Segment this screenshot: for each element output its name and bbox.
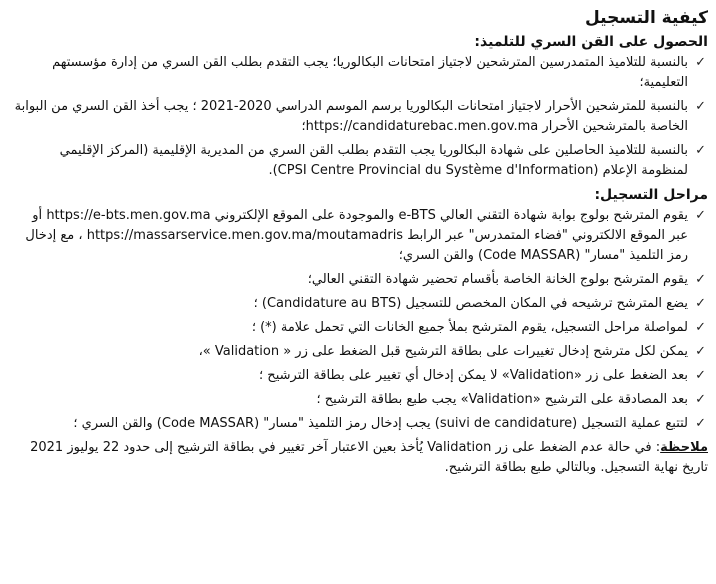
check-icon: ✓: [695, 320, 706, 335]
list-item: [10, 294, 708, 314]
list-item: [10, 97, 708, 137]
password-list: [10, 53, 708, 181]
list-item-text: بعد المصادقة على الترشيح «Validation» يجب طبع بطاقة الترشيح ؛: [316, 392, 688, 407]
list-item: [10, 342, 708, 362]
list-item: [10, 390, 708, 410]
check-icon: ✓: [695, 143, 706, 158]
check-icon: ✓: [695, 272, 706, 287]
check-icon: ✓: [695, 208, 706, 223]
list-item: [10, 141, 708, 181]
list-item-text: يضع المترشح ترشيحه في المكان المخصص للتسجيل (Candidature au BTS) ؛: [253, 296, 688, 311]
section-heading-steps: مراحل التسجيل:: [594, 187, 708, 203]
check-icon: ✓: [695, 368, 706, 383]
note-paragraph: [10, 438, 708, 478]
list-item-text: يقوم المترشح بولوج الخانة الخاصة بأقسام تحضير شهادة التقني العالي؛: [307, 272, 688, 287]
list-item-text: لتتبع عملية التسجيل (suivi de candidature) يجب إدخال رمز التلميذ "مسار" (Code MASSAR) والقن السري ؛: [73, 416, 688, 431]
list-item: [10, 366, 708, 386]
check-icon: ✓: [695, 416, 706, 431]
list-item: [10, 414, 708, 434]
list-item: [10, 270, 708, 290]
list-item-text: بالنسبة للتلاميذ الحاصلين على شهادة البكالوريا يجب التقدم بطلب القن السري من المديرية الإقليمية (المركز الإقليمي لمنظومة الإعلام (CPSI Centre Provincial du Système d'Information).: [59, 143, 688, 178]
list-item-text: يقوم المترشح بولوج بوابة شهادة التقني العالي e-BTS والموجودة على الموقع الإلكتروني https://e-bts.men.gov.ma أو عبر الموقع الالكتروني "فضاء المتمدرس" عبر الرابط https://massarservice.men.gov.ma/moutamadris ، مع إدخال رمز التلميذ "مسار" (Code MASSAR) والقن السري؛: [25, 208, 688, 263]
steps-list: [10, 206, 708, 434]
note-text: : في حالة عدم الضغط على زر Validation يُأخذ بعين الاعتبار آخر تغيير في بطاقة الترشيح إلى حدود 22 يوليوز 2021 تاريخ نهاية التسجيل. وبالتالي طبع بطاقة الترشيح.: [30, 440, 708, 475]
list-item-text: لمواصلة مراحل التسجيل، يقوم المترشح بملأ جميع الخانات التي تحمل علامة (*) ؛: [251, 320, 688, 335]
section-heading-password: الحصول على القن السري للتلميذ:: [474, 34, 708, 50]
list-item: [10, 318, 708, 338]
list-item-text: بالنسبة للتلاميذ المتمدرسين المترشحين لاجتياز امتحانات البكالوريا؛ يجب التقدم بطلب القن السري من إدارة مؤسستهم التعليمية؛: [52, 55, 688, 90]
list-item-text: يمكن لكل مترشح إدخال تغييرات على بطاقة الترشيح قبل الضغط على زر « Validation »،: [198, 344, 688, 359]
list-item: [10, 206, 708, 266]
list-item-text: بالنسبة للمترشحين الأحرار لاجتياز امتحانات البكالوريا برسم الموسم الدراسي 2020-2021 ؛ يجب أخذ القن السري من البوابة الخاصة بالمترشحين الأحرار https://candidaturebac.men.gov.ma؛: [14, 99, 688, 134]
list-item-text: بعد الضغط على زر «Validation» لا يمكن إدخال أي تغيير على بطاقة الترشيح ؛: [259, 368, 688, 383]
check-icon: ✓: [695, 392, 706, 407]
check-icon: ✓: [695, 296, 706, 311]
check-icon: ✓: [695, 55, 706, 70]
note-label: ملاحظة: [660, 440, 708, 455]
check-icon: ✓: [695, 344, 706, 359]
page-title: كيفية التسجيل: [584, 8, 708, 28]
list-item: [10, 53, 708, 93]
check-icon: ✓: [695, 99, 706, 114]
